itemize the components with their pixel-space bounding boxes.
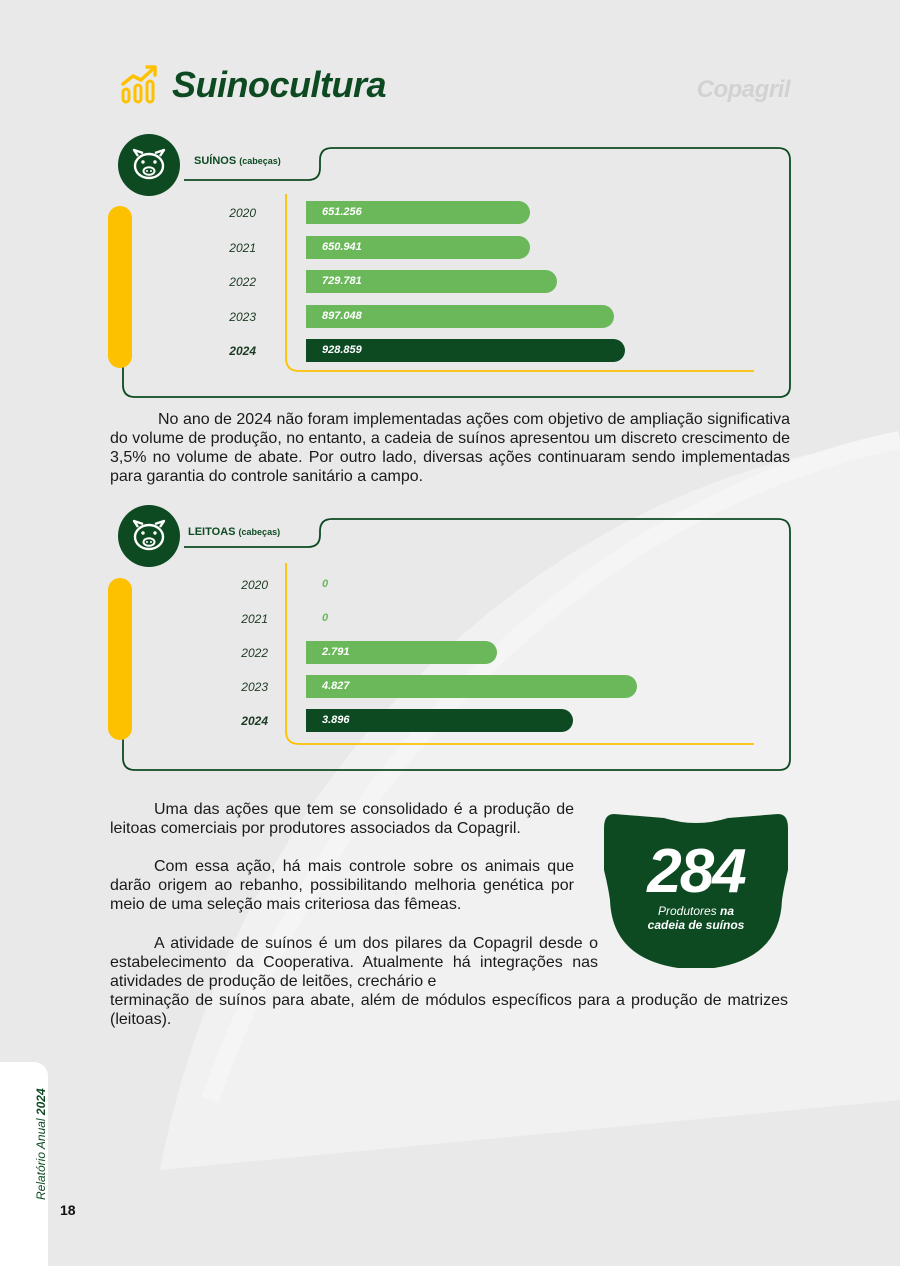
paragraph-leitoas: Uma das ações que tem se consolidado é a produção de leitoas comerciais por produtores associados da Copagril. <box>110 801 574 837</box>
chart-bar <box>306 675 637 698</box>
stat-caption: Produtores na cadeia de suínos <box>647 904 745 932</box>
chart-bar <box>306 270 557 293</box>
paragraph-abate: No ano de 2024 não foram implementadas ações com objetivo de ampliação significativa do volume de produção, no entanto, a cadeia de suínos apresentou um discreto crescimento de 3,5% no volume de abate. Por outro lado, diversas ações continuaram sendo implementadas para garantia do controle sanitário a campo. <box>110 411 790 485</box>
page-number: 18 <box>60 1202 76 1218</box>
chart-bar <box>306 201 530 224</box>
chart-bar <box>306 339 625 362</box>
year-label: 2023 <box>241 680 268 694</box>
pig-icon <box>130 148 168 182</box>
growth-chart-icon <box>120 62 162 104</box>
year-label: 2024 <box>241 714 268 728</box>
chart-suinos <box>106 134 796 399</box>
paragraph-atividade: A atividade de suínos é um dos pilares da Copagril desde o estabelecimento da Cooperativa. Atualmente há integrações nas atividades de produção de leitões, crechário e <box>110 935 598 990</box>
year-label: 2024 <box>229 344 256 358</box>
bar-value-label: 3.896 <box>322 714 350 726</box>
bar-value-label: 0 <box>322 578 329 590</box>
bar-value-label: 0 <box>322 612 329 624</box>
stat-badge <box>604 808 788 970</box>
year-label: 2021 <box>241 612 268 626</box>
bar-value-label: 651.256 <box>322 206 362 218</box>
chart-bar <box>306 236 530 259</box>
chart-unit: (cabeças) <box>238 527 281 537</box>
section-title: Suinocultura <box>172 64 387 105</box>
year-label: 2022 <box>241 646 268 660</box>
pig-icon-badge <box>118 505 180 567</box>
bar-value-label: 2.791 <box>322 646 350 658</box>
stat-number: 284 <box>647 837 745 906</box>
chart-title: LEITOAS <box>188 526 236 538</box>
chart-heading <box>194 155 281 167</box>
chart-bar <box>306 641 497 664</box>
chart-unit: (cabeças) <box>239 156 281 166</box>
paragraph-genetica: Com essa ação, há mais controle sobre os animais que darão origem ao rebanho, possibilitando melhoria genética por meio de uma seleção mais criteriosa das fêmeas. <box>110 858 574 913</box>
chart-heading <box>188 526 280 538</box>
chart-title: SUÍNOS <box>194 155 237 167</box>
chart-bar <box>306 709 573 732</box>
year-label: 2020 <box>229 206 256 220</box>
bar-value-label: 928.859 <box>322 344 362 356</box>
year-label: 2023 <box>229 309 256 324</box>
report-label: Relatório Anual 2024 <box>34 1088 48 1200</box>
year-label: 2020 <box>241 578 268 592</box>
bar-value-label: 4.827 <box>322 680 350 692</box>
year-label: 2022 <box>229 275 256 289</box>
pig-icon-badge <box>118 134 180 196</box>
paragraph-atividade-cont: terminação de suínos para abate, além de módulos específicos para a produção de matrizes (leitoas). <box>110 992 788 1028</box>
bar-value-label: 650.941 <box>322 240 362 253</box>
bar-value-label: 729.781 <box>322 275 362 287</box>
chart-leitoas <box>106 505 796 772</box>
bar-value-label: 897.048 <box>322 309 362 322</box>
year-label: 2021 <box>229 240 256 255</box>
brand-logo: Copagril <box>696 76 790 103</box>
pig-icon <box>130 519 168 553</box>
chart-bar <box>306 305 614 328</box>
